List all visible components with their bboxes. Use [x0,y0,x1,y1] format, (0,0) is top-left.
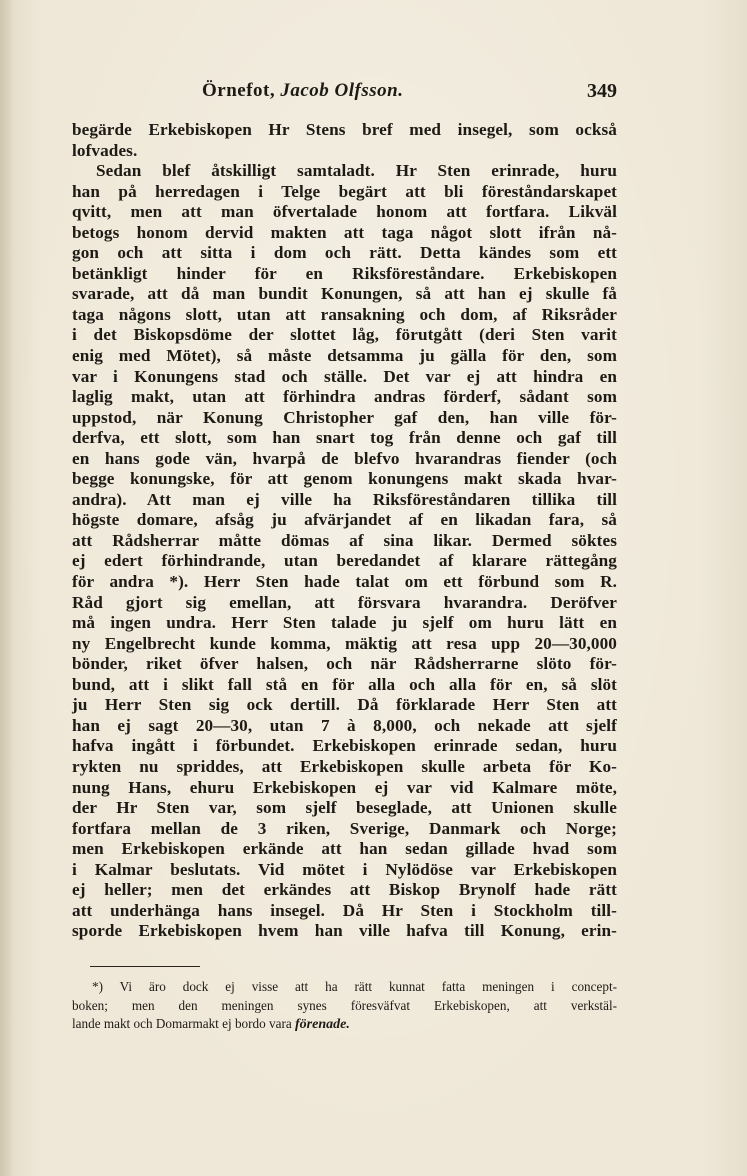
text-line: taga någons slott, utan att ransakning och dom, af Riksråder [72,304,617,324]
page-binding-edge [0,0,14,1176]
text-line: qvitt, men att man öfvertalade honom att fortfara. Likväl [72,202,617,222]
text-line: andra). Att man ej ville ha Riksföreståndaren tillika till [72,489,617,509]
text-line: för andra *). Herr Sten hade talat om ett förbund som R. [72,572,617,592]
text-line: en hans gode vän, hvarpå de blefvo hvarandras fiender (och [72,448,617,468]
running-head-surname: Örnefot, [202,80,276,101]
text-line: uppstod, när Konung Christopher gaf den, han ville för- [72,407,617,427]
text-line: der Hr Sten var, som sjelf beseglade, att Unionen skulle [72,798,617,818]
text-line: bund, att i slikt fall stå en för alla och alla för en, så slöt [72,674,617,694]
footnote [72,978,617,1035]
footnote-line: *) Vi äro dock ej visse att ha rätt kunnat fatta meningen i concept- [92,979,617,994]
running-head [202,80,404,102]
text-line: han på herredagen i Telge begärt att bli föreståndarskapet [72,181,617,201]
text-line: begge konungske, för att genom konungens makt skada hvar- [72,469,617,489]
text-line: lofvades. [72,140,138,160]
text-line: i Kalmar beslutats. Vid mötet i Nylödöse var Erkebiskopen [72,859,617,879]
page-header [72,78,617,108]
text-line: men Erkebiskopen erkände att han sedan gillade hvad som [72,839,617,859]
text-line: ej edert förhindrande, utan beredandet af klarare rättegång [72,551,617,571]
text-line: Sedan blef åtskilligt samtaladt. Hr Sten erinrade, huru [96,161,617,181]
text-line: betogs honom dervid makten att taga något slott ifrån nå- [72,222,617,242]
text-line: betänkligt hinder för en Riksföreståndare. Erkebiskopen [72,263,617,283]
running-head-forename: Jacob Olfsson. [280,80,404,101]
text-line: Råd gjort sig emellan, att försvara hvarandra. Deröfver [72,592,617,612]
text-line: nung Hans, ehuru Erkebiskopen ej var vid Kalmare möte, [72,777,617,797]
text-line: gon och att sitta i dom och rätt. Detta kändes som ett [72,243,617,263]
text-line: derfva, ett slott, som han snart tog från denne och gaf till [72,428,617,448]
text-line: hafva ingått i förbundet. Erkebiskopen erinrade sedan, huru [72,736,617,756]
footnote-emphasis: förenade. [295,1017,350,1032]
text-line: fortfara mellan de 3 riken, Sverige, Danmark och Norge; [72,818,617,838]
text-line: sporde Erkebiskopen hvem han ville hafva till Konung, erin- [72,921,617,941]
page-number: 349 [587,80,617,102]
text-line: laglig makt, utan att förhindra andras förderf, sådant som [72,387,617,407]
text-line: må ingen undra. Herr Sten talade ju sjelf om huru lätt en [72,613,617,633]
body-text [72,120,617,942]
text-line: han ej sagt 20—30, utan 7 à 8,000, och nekade att sjelf [72,715,617,735]
text-line: ej heller; men det erkändes att Biskop Brynolf hade rätt [72,880,617,900]
footnote-divider [90,966,200,967]
text-line: var i Konungens stad och ställe. Det var ej att hindra en [72,366,617,386]
text-line: ny Engelbrecht kunde komma, mäktig att resa upp 20—30,000 [72,633,617,653]
footnote-line: boken; men den meningen synes föresväfvat Erkebiskopen, att verkstäl- [72,997,617,1013]
text-line: högste domare, afsåg ju afvärjandet af en likadan fara, så [72,510,617,530]
footnote-line [72,1015,617,1035]
text-line: att underhänga hans insegel. Då Hr Sten i Stockholm till- [72,900,617,920]
text-line: att Rådsherrar måtte dömas af sina likar. Dermed söktes [72,530,617,550]
text-line: bönder, riket öfver halsen, och när Rådsherrarne slöto för- [72,654,617,674]
text-line: enig med Mötet), så måste detsamma ju gälla för den, som [72,346,617,366]
text-line: i det Biskopsdöme der slottet låg, förutgått (deri Sten varit [72,325,617,345]
footnote-line-text: lande makt och Domarmakt ej bordo vara [72,1016,292,1031]
text-line: begärde Erkebiskopen Hr Stens bref med insegel, som också [72,120,617,139]
text-line: ju Herr Sten sig ock dertill. Då förklarade Herr Sten att [72,695,617,715]
text-line: svarade, att då man bundit Konungen, så att han ej skulle få [72,284,617,304]
text-line: rykten nu spriddes, att Erkebiskopen skulle arbeta för Ko- [72,756,617,776]
